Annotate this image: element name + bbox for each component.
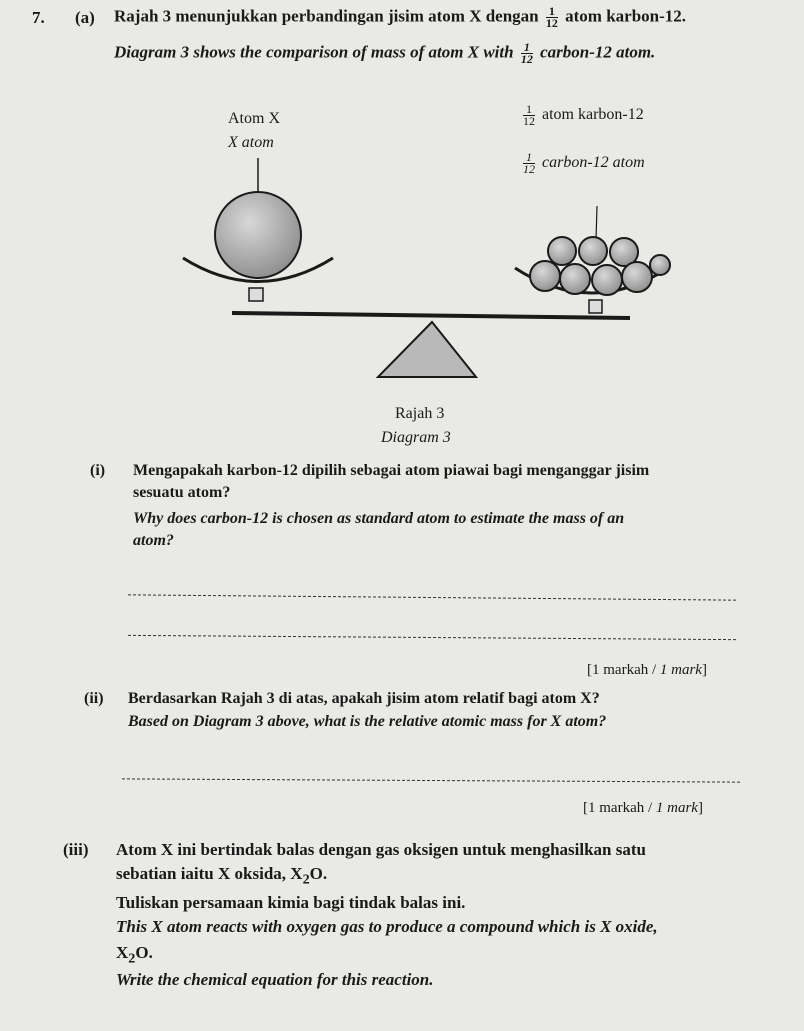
sub-iii-malay-line2 (116, 864, 327, 888)
subscript: 2 (302, 871, 310, 888)
subscript: 2 (128, 950, 136, 967)
intro-malay-pre: Rajah 3 menunjukkan perbandingan jisim atom X dengan (114, 6, 539, 26)
right-stem (589, 300, 602, 313)
sub-i-malay-line1: Mengapakah karbon-12 dipilih sebagai atom piawai bagi menganggar jisim (133, 462, 650, 479)
fraction-denominator: 12 (520, 52, 533, 66)
fraction-denominator: 12 (545, 16, 558, 30)
sub-i-marks (587, 662, 707, 679)
carbon-pointer (596, 206, 597, 240)
caption-malay: Rajah 3 (395, 405, 445, 422)
carbon-atom (548, 237, 576, 265)
sub-ii-malay: Berdasarkan Rajah 3 di atas, apakah jisim atom relatif bagi atom X? (128, 690, 600, 707)
sub-iii-label: (iii) (63, 840, 89, 859)
sub-ii-marks (583, 800, 703, 817)
carbon-atom (592, 265, 622, 295)
fraction-denominator: 12 (523, 114, 535, 128)
sub-ii-label: (ii) (84, 690, 104, 707)
sub-iii-english-line3: Write the chemical equation for this reaction. (116, 970, 434, 989)
left-label-malay: Atom X (228, 110, 280, 127)
answer-line[interactable] (128, 594, 736, 600)
sub-iii-english-line2-text: X (116, 943, 129, 962)
intro-malay-post: atom karbon-12. (565, 6, 687, 26)
mark-malay: [1 markah / (583, 800, 656, 816)
fraction-numerator: 1 (521, 42, 533, 54)
left-stem (249, 288, 263, 301)
fraction-numerator: 1 (546, 6, 558, 18)
sub-i-english-line2: atom? (133, 532, 174, 549)
sub-iii-malay-line2-text: sebatian iaitu X oksida, X (116, 864, 303, 883)
carbon-atom (579, 237, 607, 265)
mark-english: 1 mark (659, 662, 702, 678)
mark-close: ] (697, 800, 703, 816)
carbon-atom (560, 264, 590, 294)
sub-i-english-line1: Why does carbon-12 is chosen as standard atom to estimate the mass of an (133, 510, 625, 527)
fraction-numerator: 1 (523, 104, 535, 116)
answer-line[interactable] (122, 778, 740, 782)
sub-iii-english-line2 (116, 943, 153, 967)
sub-iii-malay-line3: Tuliskan persamaan kimia bagi tindak balas ini. (116, 893, 466, 912)
sub-i-label: (i) (90, 462, 106, 479)
sub-iii-malay-line1: Atom X ini bertindak balas dengan gas oksigen untuk menghasilkan satu (116, 840, 646, 859)
right-label-malay-text: atom karbon-12 (542, 106, 644, 124)
sub-iii-english-line2-end: O. (135, 943, 153, 962)
fulcrum-triangle (378, 322, 476, 377)
mark-malay: [1 markah / (587, 662, 660, 678)
question-part: (a) (75, 8, 95, 27)
fraction-numerator: 1 (523, 152, 535, 164)
mark-english: 1 mark (655, 800, 698, 816)
sub-i-malay-line2: sesuatu atom? (133, 484, 231, 501)
fraction-denominator: 12 (523, 162, 535, 176)
balance-beam (232, 313, 630, 318)
sub-iii-malay-line2-end: O. (309, 864, 328, 883)
balance-diagram (0, 0, 804, 400)
sub-iii-english-line1: This X atom reacts with oxygen gas to produce a compound which is X oxide, (116, 917, 658, 936)
intro-english-pre: Diagram 3 shows the comparison of mass of atom X with (114, 42, 514, 62)
answer-line[interactable] (128, 635, 736, 640)
atom-x-ball (215, 192, 301, 278)
sub-ii-english: Based on Diagram 3 above, what is the relative atomic mass for X atom? (128, 713, 607, 730)
mark-close: ] (701, 662, 707, 678)
carbon-atom (650, 255, 670, 275)
left-label-english: X atom (228, 134, 274, 151)
question-number: 7. (32, 8, 45, 27)
caption-english: Diagram 3 (381, 429, 451, 446)
carbon-atom (530, 261, 560, 291)
carbon-atom (622, 262, 652, 292)
carbon-atom-group (530, 237, 670, 295)
right-label-english-text: carbon-12 atom (542, 154, 645, 172)
intro-english-post: carbon-12 atom. (540, 42, 656, 62)
